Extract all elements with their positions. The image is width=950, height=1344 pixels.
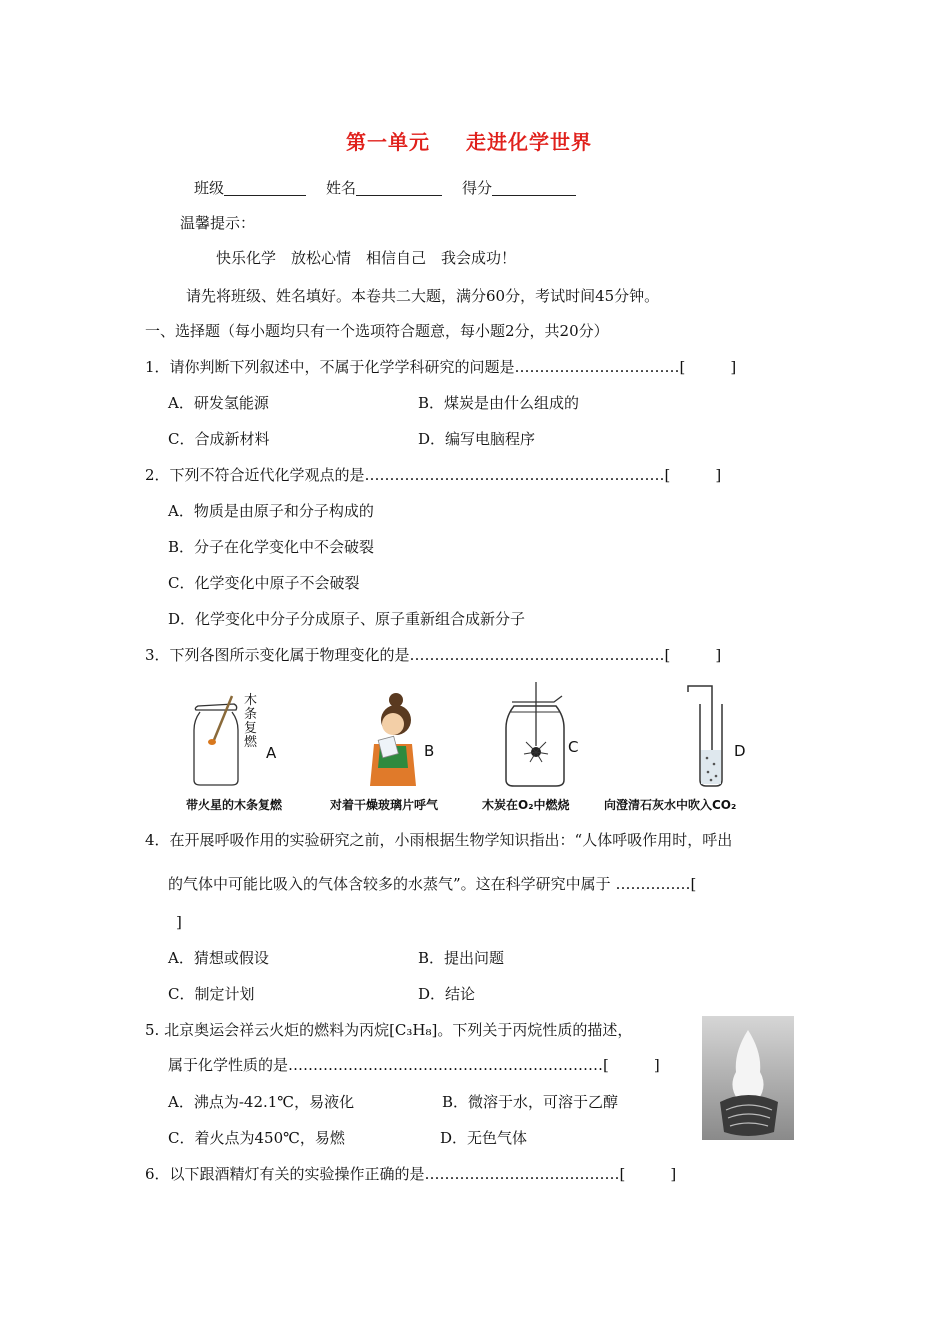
q4-option-a: A．猜想或假设 [168, 949, 269, 967]
q2-option-a: A．物质是由原子和分子构成的 [168, 502, 374, 520]
unit-title: 走进化学世界 [466, 130, 592, 154]
student-info-row [194, 178, 576, 198]
figure-d [680, 684, 770, 790]
torch-photo [702, 1016, 794, 1140]
q2-option-d: D．化学变化中分子分成原子、原子重新组合成新分子 [168, 610, 526, 628]
q1-option-c: C．合成新材料 [168, 430, 270, 448]
figure-a-caption: 带火星的木条复燃 [186, 798, 283, 812]
q5-option-a: A．沸点为-42.1℃，易液化 [168, 1093, 355, 1111]
question-4-stem-line1: 4．在开展呼吸作用的实验研究之前，小雨根据生物学知识指出：“人体呼吸作用时，呼出 [145, 831, 733, 849]
torch-flame-illustration [702, 1016, 794, 1140]
class-blank[interactable] [224, 179, 306, 196]
score-blank[interactable] [492, 179, 576, 196]
q5-option-c: C．着火点为450℃，易燃 [168, 1129, 345, 1147]
unit-label: 第一单元 [346, 130, 430, 154]
name-blank[interactable] [356, 179, 442, 196]
name-label: 姓名 [326, 179, 357, 197]
section-heading: 一、选择题（每小题均只有一个选项符合题意，每小题2分，共20分） [145, 322, 609, 340]
question-6-stem: 6．以下跟酒精灯有关的实验操作正确的是…………………………………[ ] [145, 1165, 677, 1183]
class-label: 班级 [194, 179, 225, 197]
page-title [346, 126, 592, 155]
figure-b [350, 686, 450, 790]
q4-option-d: D．结论 [418, 985, 476, 1003]
jar-splint-illustration [186, 690, 296, 790]
figure-b-label: B [424, 742, 435, 760]
question-3-stem: 3．下列各图所示变化属于物理变化的是……………………………………………[ ] [145, 646, 722, 664]
q4-option-b: B．提出问题 [418, 949, 505, 967]
q1-option-d: D．编写电脑程序 [418, 430, 536, 448]
tips-heading: 温馨提示： [180, 214, 256, 232]
question-5-stem-line1: 5. 北京奥运会祥云火炬的燃料为丙烷[C₃H₈]。下列关于丙烷性质的描述， [145, 1021, 633, 1039]
figure-c-label: C [568, 738, 579, 756]
q2-option-c: C．化学变化中原子不会破裂 [168, 574, 360, 592]
charcoal-burning-illustration [496, 682, 596, 790]
figure-a-label: A [266, 744, 277, 762]
question-4-stem-line2: 的气体中可能比吸入的气体含较多的水蒸气”。这在科学研究中属于 ……………[ [168, 875, 697, 893]
tips-motto: 快乐化学 放松心情 相信自己 我会成功！ [216, 249, 517, 267]
figure-b-caption: 对着干燥玻璃片呼气 [330, 798, 439, 812]
question-4-stem-line3: ] [176, 913, 182, 931]
q4-option-c: C．制定计划 [168, 985, 255, 1003]
figure-d-caption: 向澄清石灰水中吹入CO₂ [604, 798, 737, 812]
figure-a-note: 木条复燃 [244, 693, 258, 750]
figure-c [496, 682, 596, 790]
question-1-stem: 1．请你判断下列叙述中，不属于化学学科研究的问题是……………………………[ ] [145, 358, 737, 376]
question-5-stem-line2: 属于化学性质的是………………………………………………………[ ] [168, 1056, 660, 1074]
limewater-tube-illustration [680, 684, 770, 790]
q5-option-d: D．无色气体 [440, 1129, 528, 1147]
figure-c-caption: 木炭在O₂中燃烧 [482, 798, 570, 812]
figure-d-label: D [734, 742, 746, 760]
score-label: 得分 [462, 179, 493, 197]
q1-option-b: B．煤炭是由什么组成的 [418, 394, 580, 412]
q1-option-a: A．研发氢能源 [168, 394, 269, 412]
q2-option-b: B．分子在化学变化中不会破裂 [168, 538, 375, 556]
question-2-stem: 2．下列不符合近代化学观点的是……………………………………………………[ ] [145, 466, 722, 484]
girl-breathing-illustration [350, 686, 450, 790]
q5-option-b: B．微溶于水，可溶于乙醇 [442, 1093, 619, 1111]
figure-a [186, 690, 296, 790]
tips-instruction: 请先将班级、姓名填好。本卷共二大题，满分60分，考试时间45分钟。 [186, 287, 660, 305]
